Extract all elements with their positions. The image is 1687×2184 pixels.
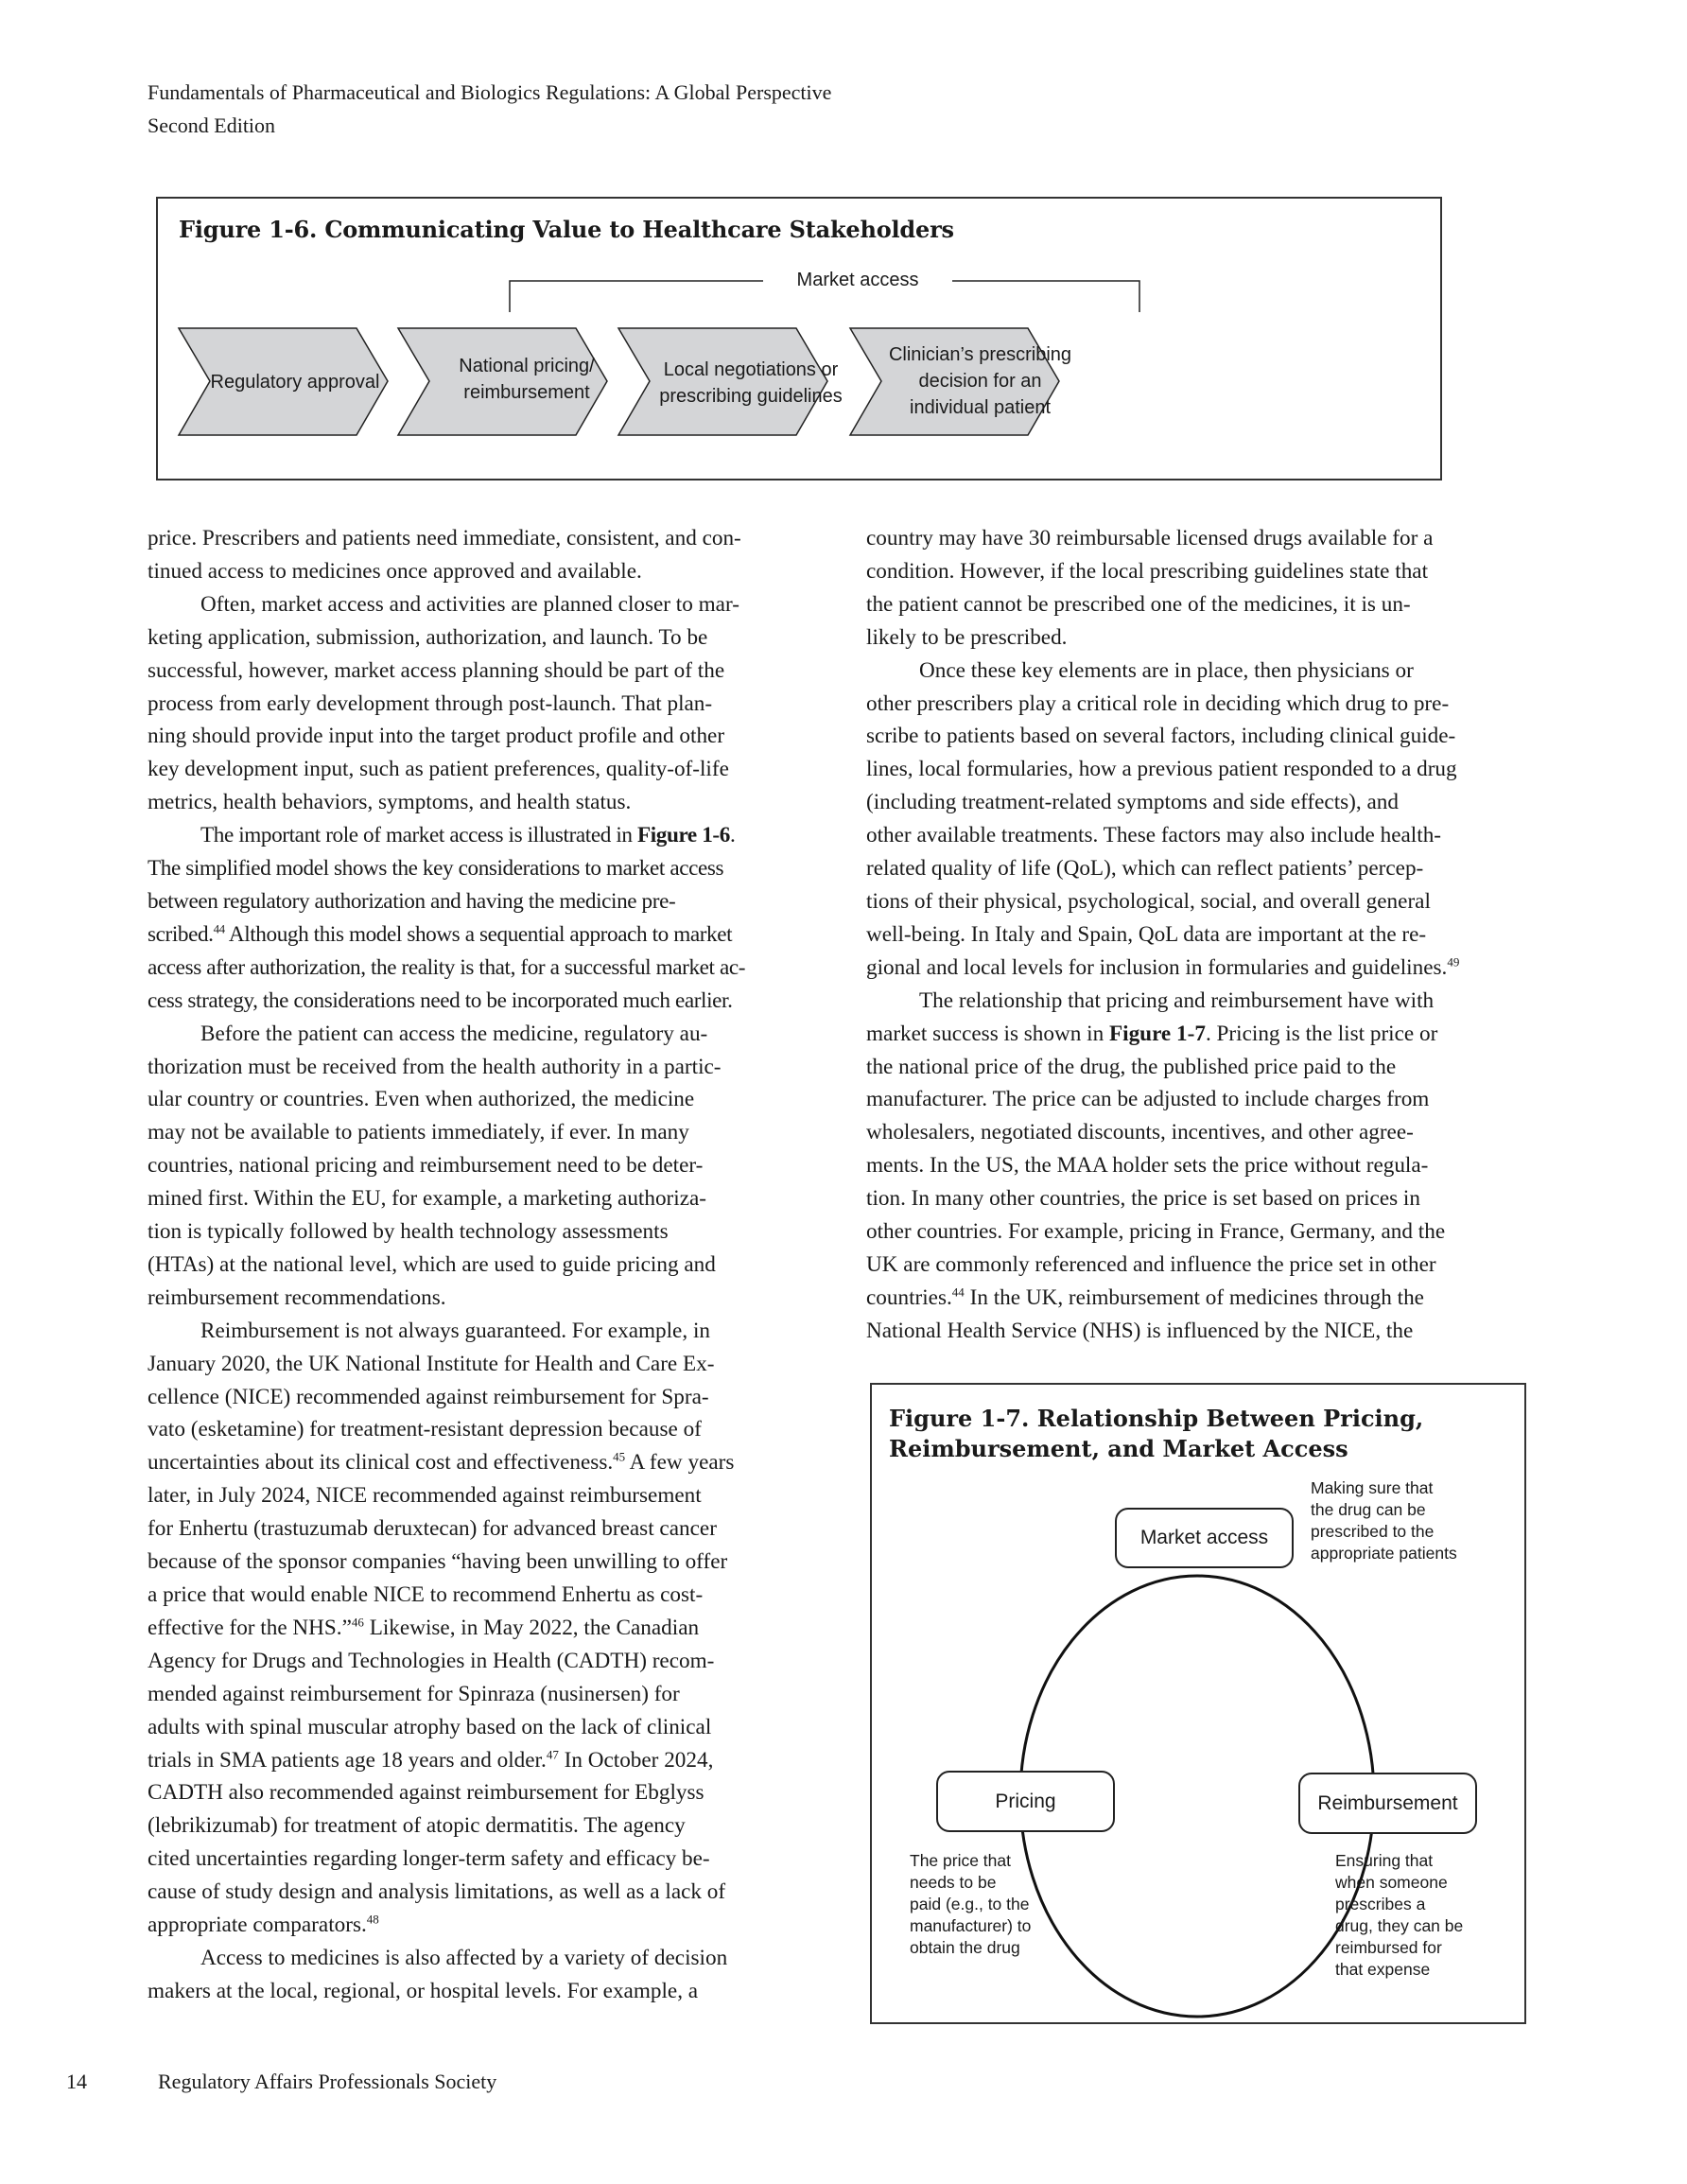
paragraph: The important role of market access is illustrated in Figure 1-6. The simplified model shows the key considerations to market access between regulatory authorization and having the medicine pre- scribed.$^{44}$ Although this model shows a sequential approach to market access after authorization, the reality is that, for a successful market ac- cess strategy, the considerations need to be incorporated much earlier. [148, 823, 746, 1013]
footnote-ref: 48 [366, 1912, 379, 1927]
paragraph: Before the patient can access the medicine, regulatory au- thorization must be received from the health authority in a partic- ular country or countries. Even when authorized, the medicine may not be available to patients immediately, if ever. In many countries, national pricing and reimbursement need to be deter- mined first. Within the EU, for example, a marketing authoriza- tion is typically followed by health technology assessments (HTAs) at the national level, which are used to guide pricing and reimbursement recommendations. [148, 1021, 722, 1310]
footnote-ref: 46 [351, 1615, 364, 1630]
paragraph: Once these key elements are in place, then physicians or other prescribers play a critical role in deciding which drug to pre- scribe to patients based on several factors, including clinical guide- lines, local formularies, how a previous patient responded to a drug (including treatment-related symptoms and side effects), and other available treatments. These factors may also include health- related quality of life (QoL), which can reflect patients’ percep- tions of their physical, psychological, social, and overall general well-being. In Italy and Spain, QoL data are important at the re- gional and local levels for inclusion in formularies and guidelines.$^{49}$ [866, 657, 1460, 980]
market-access-label: Market access [763, 270, 952, 291]
paragraph: The relationship that pricing and reimbursement have with market success is shown in Figure 1-7. Pricing is the list price or the national price of the drug, the published price paid to the manufacturer. The price can be adjusted to include charges from wholesalers, negotiated discounts, incentives, and other agree- ments. In the US, the MAA holder sets the price without regula- tion. In many other countries, the price is set based on prices in other countries. For example, pricing in France, Germany, and the UK are commonly referenced and influence the price set in other countries.$^{44}$ In the UK, reimbursement of medicines through the National Health Service (NHS) is influenced by the NICE, the [866, 987, 1446, 1343]
left-column [148, 522, 809, 2008]
page-number: 14 [66, 2070, 87, 2093]
book-edition: Second Edition [148, 114, 276, 137]
figure-1-6 [156, 197, 1442, 480]
figure-1-7-reference: Figure 1-7 [1108, 1021, 1206, 1046]
paragraph: country may have 30 reimbursable licensed drugs available for a condition. However, if the local prescribing guidelines state that the patient cannot be prescribed one of the medicines, it is un- likely to be prescribed. [866, 526, 1434, 650]
figure-1-6-title: Figure 1-6. Communicating Value to Healthcare Stakeholders [179, 216, 954, 243]
figure-1-7 [870, 1383, 1526, 2024]
paragraph: price. Prescribers and patients need immediate, consistent, and con- tinued access to medicines once approved and available. [148, 526, 741, 584]
step-regulatory-approval: Regulatory approval [210, 371, 380, 393]
step-clinician-decision: Clinician’s prescribing decision for an individual patient [888, 343, 1072, 418]
step-national-pricing: National pricing/ reimbursement [459, 356, 595, 403]
paragraph: Often, market access and activities are planned closer to mar- keting application, submission, authorization, and launch. To be successful, however, market access planning should be part of the process from early development through post-launch. That plan- ning should provide input into the target product profile and other key development input, such as patient preferences, quality-of-life metrics, health behaviors, symptoms, and health status. [148, 591, 739, 815]
book-title: Fundamentals of Pharmaceutical and Biologics Regulations: A Global Perspective [148, 80, 832, 104]
step-local-negotiations: Local negotiations or prescribing guidelines [659, 358, 843, 407]
footer-publisher: Regulatory Affairs Professionals Society [158, 2070, 497, 2093]
running-head [148, 76, 831, 142]
footnote-ref: 47 [546, 1746, 559, 1761]
note-pricing: The price that needs to be paid (e.g., to the manufacturer) to obtain the drug [910, 1851, 1032, 1957]
node-pricing: Pricing [936, 1771, 1115, 1832]
right-column [866, 522, 1534, 1348]
footnote-ref: 45 [613, 1449, 626, 1464]
node-market-access: Market access [1115, 1508, 1294, 1568]
footnote-ref: 44 [213, 921, 225, 936]
note-reimbursement: Ensuring that when someone prescribes a drug, they can be reimbursed for that expense [1335, 1851, 1464, 1979]
figure-1-6-reference: Figure 1-6 [636, 823, 730, 848]
footnote-ref: 44 [951, 1284, 965, 1300]
footnote-ref: 49 [1447, 954, 1460, 970]
paragraph: Reimbursement is not always guaranteed. For example, in January 2020, the UK National Institute for Health and Care Ex- cellence (NICE) recommended against reimbursement for Spra- vato (esketamine) for treatment-resistant depression because of uncertainties about its clinical cost and effectiveness.$^{45}$ A few years later, in July 2024, NICE recommended against reimbursement for Enhertu (trastuzumab deruxtecan) for advanced breast cancer because of the sponsor companies “having been unwilling to offer a price that would enable NICE to recommend Enhertu as cost- effective for the NHS.”$^{46}$ Likewise, in May 2022, the Canadian Agency for Drugs and Technologies in Health (CADTH) recom- mended against reimbursement for Spinraza (nusinersen) for adults with spinal muscular atrophy based on the lack of clinical trials in SMA patients age 18 years and older.$^{47}$ In October 2024, CADTH also recommended against reimbursement for Ebglyss (lebrikizumab) for treatment of atopic dermatitis. The agency cited uncertainties regarding longer-term safety and efficacy be- cause of study design and analysis limitations, as well as a lack of appropriate comparators.$^{48}$ [148, 1318, 735, 1938]
paragraph: Access to medicines is also affected by a variety of decision makers at the local, regional, or hospital levels. For example, a [148, 1945, 728, 2003]
figure-1-7-title: Figure 1-7. Relationship Between Pricing, Reimbursement, and Market Access [889, 1405, 1424, 1462]
note-market-access: Making sure that the drug can be prescribed to the appropriate patients [1311, 1478, 1457, 1563]
node-reimbursement: Reimbursement [1298, 1773, 1477, 1834]
